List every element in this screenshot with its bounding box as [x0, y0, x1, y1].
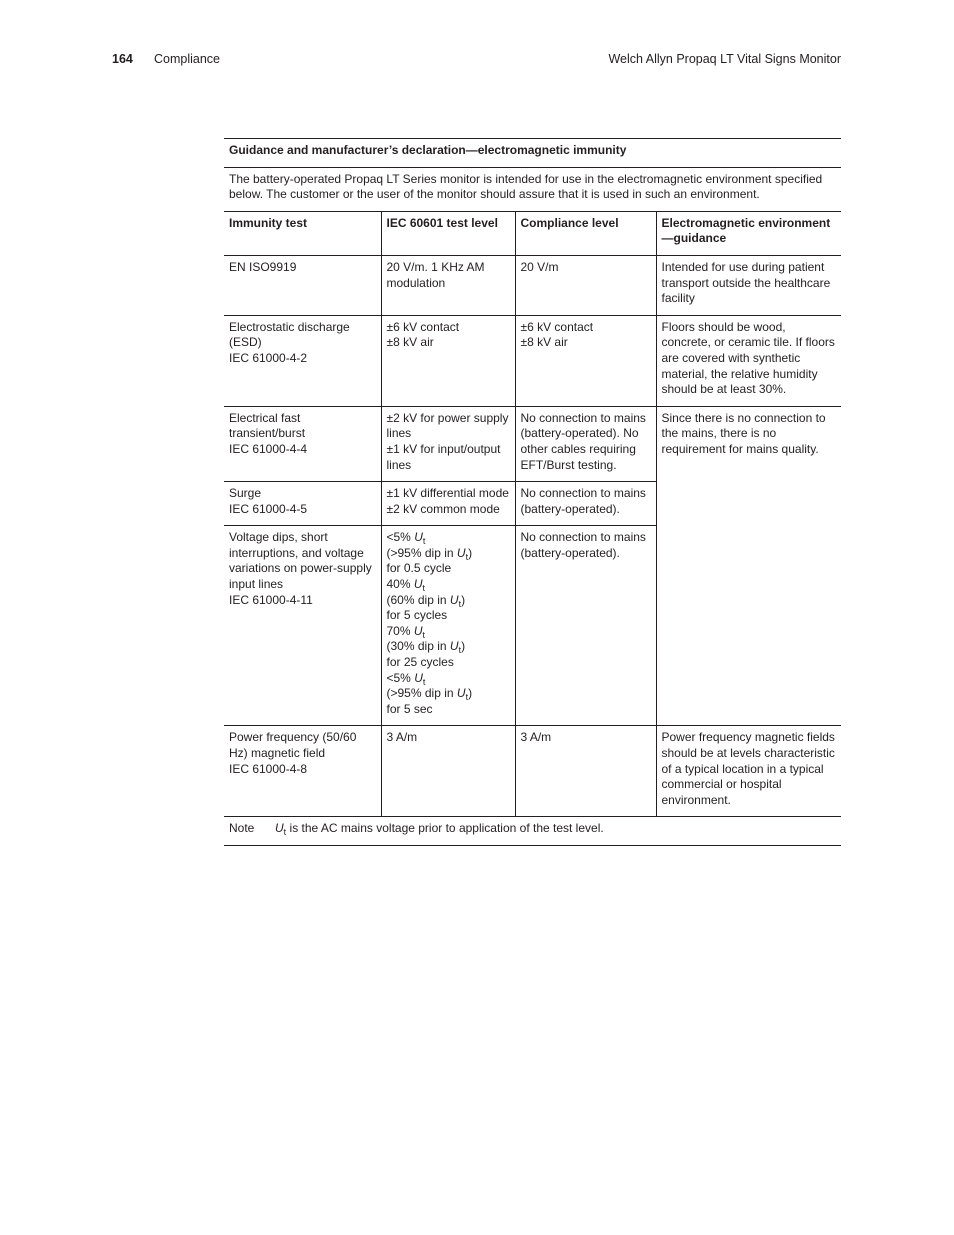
cell-immunity-test: Surge IEC 61000-4-5 [224, 482, 381, 526]
cell-test-level: 3 A/m [381, 726, 515, 817]
cell-immunity-test: Voltage dips, short interruptions, and voltage variations on power-supply input lines IEC 61000-4-11 [224, 526, 381, 726]
cell-compliance-level: No connection to mains (battery-operated). No other cables requiring EFT/Burst testing. [515, 406, 656, 481]
table-row [224, 726, 841, 817]
table-title-row [224, 139, 841, 168]
section-name: Compliance [154, 52, 221, 66]
cell-guidance: Floors should be wood, concrete, or ceramic tile. If floors are covered with synthetic material, the relative humidity should be at least 30%. [656, 315, 841, 406]
column-header-test-level: IEC 60601 test level [381, 211, 515, 255]
document-title: Welch Allyn Propaq LT Vital Signs Monitor [608, 52, 841, 66]
table-row [224, 406, 841, 481]
cell-compliance-level: ±6 kV contact ±8 kV air [515, 315, 656, 406]
dip-level-line: <5% $U_t$ [386, 530, 426, 547]
table-note: Note $U_t$ is the AC mains voltage prior to application of the test level. [224, 817, 841, 846]
cell-test-level: 20 V/m. 1 KHz AM modulation [381, 255, 515, 315]
column-header-immunity-test: Immunity test [224, 211, 381, 255]
cell-test-level: ±6 kV contact ±8 kV air [381, 315, 515, 406]
cell-test-level [381, 526, 515, 726]
dip-duration-line: for 25 cycles [386, 655, 454, 670]
dip-duration-line: for 5 cycles [386, 608, 448, 623]
table-row [224, 255, 841, 315]
table-intro: The battery-operated Propaq LT Series monitor is intended for use in the electromagnetic environment specified below. The customer or the user of the monitor should assure that it is used in such an environment. [224, 167, 841, 211]
cell-compliance-level: 3 A/m [515, 726, 656, 817]
cell-test-level: ±1 kV differential mode ±2 kV common mode [381, 482, 515, 526]
cell-compliance-level: No connection to mains (battery-operated). [515, 526, 656, 726]
dip-percent-line: (30% dip in $U_t$) [386, 639, 466, 656]
cell-guidance: Since there is no connection to the mains, there is no requirement for mains quality. [656, 406, 841, 726]
cell-immunity-test: Electrostatic discharge (ESD) IEC 61000-4-2 [224, 315, 381, 406]
cell-immunity-test: EN ISO9919 [224, 255, 381, 315]
dip-duration-line: for 5 sec [386, 701, 433, 716]
table-note-row [224, 817, 841, 846]
cell-immunity-test: Power frequency (50/60 Hz) magnetic field IEC 61000-4-8 [224, 726, 381, 817]
table-row [224, 315, 841, 406]
dip-duration-line: for 0.5 cycle [386, 561, 452, 576]
dip-percent-line: (>95% dip in $U_t$) [386, 545, 473, 562]
cell-test-level: ±2 kV for power supply lines ±1 kV for input/output lines [381, 406, 515, 481]
dip-level-line: <5% $U_t$ [386, 670, 426, 687]
cell-guidance: Power frequency magnetic fields should be at levels characteristic of a typical location in a typical commercial or hospital environment. [656, 726, 841, 817]
column-header-guidance: Electromagnetic environment—guidance [656, 211, 841, 255]
cell-immunity-test: Electrical fast transient/burst IEC 61000-4-4 [224, 406, 381, 481]
cell-guidance: Intended for use during patient transport outside the healthcare facility [656, 255, 841, 315]
note-label: Note [229, 821, 255, 836]
dip-level-line: 40% $U_t$ [386, 577, 426, 594]
cell-compliance-level: 20 V/m [515, 255, 656, 315]
table-intro-row [224, 167, 841, 211]
column-header-compliance-level: Compliance level [515, 211, 656, 255]
page-number: 164 [112, 52, 133, 66]
dip-percent-line: (60% dip in $U_t$) [386, 592, 466, 609]
note-text: is the AC mains voltage prior to application of the test level. [289, 821, 604, 836]
table-title: Guidance and manufacturer’s declaration—electromagnetic immunity [224, 139, 841, 168]
table-header-row [224, 211, 841, 255]
immunity-table [224, 138, 841, 846]
dip-level-line: 70% $U_t$ [386, 623, 426, 640]
page-header [112, 52, 841, 70]
dip-percent-line: (>95% dip in $U_t$) [386, 686, 473, 703]
cell-compliance-level: No connection to mains (battery-operated). [515, 482, 656, 526]
